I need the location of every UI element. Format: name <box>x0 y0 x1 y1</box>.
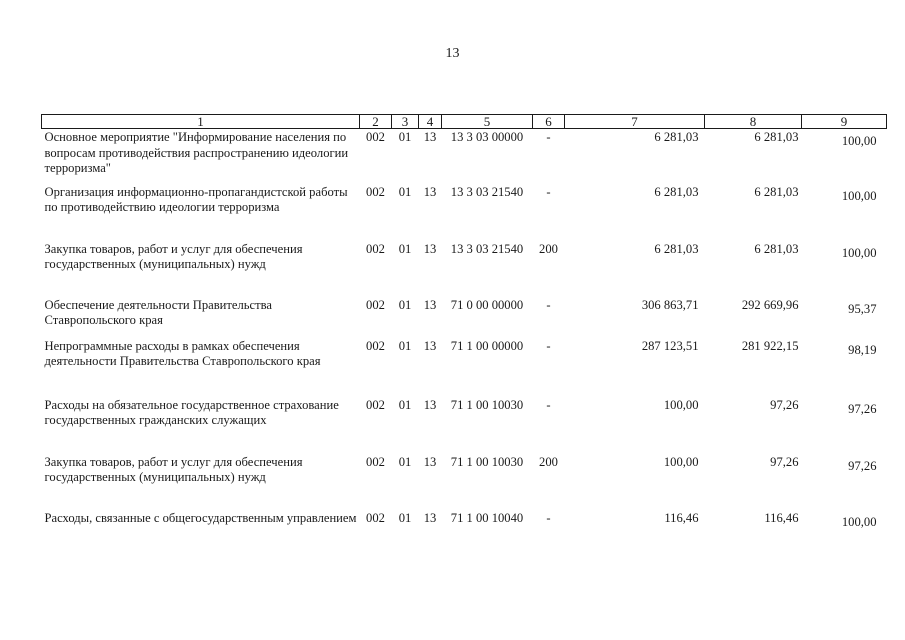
column-header-7: 7 <box>565 115 705 129</box>
row-col-7: 306 863,71 <box>641 297 699 312</box>
row-col-9: 100,00 <box>841 134 877 148</box>
row-col-7: 6 281,03 <box>654 130 699 144</box>
row-col-3: 01 <box>398 397 412 412</box>
row-col-9: 100,00 <box>841 514 877 529</box>
row-col-7: 100,00 <box>663 397 699 412</box>
row-col-9: 97,26 <box>848 401 877 416</box>
row-col-3: 01 <box>398 130 412 144</box>
row-col-7: 287 123,51 <box>641 338 699 353</box>
column-header-1: 1 <box>42 115 360 129</box>
row-col-6: - <box>546 510 551 525</box>
row-col-8: 97,26 <box>770 454 799 469</box>
row-name: Обеспечение деятельности Правительства Ставропольского края <box>44 297 272 327</box>
row-col-7: 116,46 <box>664 510 699 525</box>
row-col-5: 13 3 03 00000 <box>450 130 524 144</box>
table-row <box>42 397 887 454</box>
table-row <box>42 129 887 184</box>
row-name: Расходы на обязательное государственное страхование государственных гражданских служащих <box>44 397 339 427</box>
row-name: Непрограммные расходы в рамках обеспечения деятельности Правительства Ставропольского края <box>44 338 321 368</box>
row-col-8: 6 281,03 <box>754 184 799 199</box>
table-row <box>42 510 887 550</box>
row-col-3: 01 <box>398 241 412 256</box>
row-col-9: 95,37 <box>848 301 877 316</box>
column-header-8: 8 <box>705 115 802 129</box>
row-col-4: 13 <box>423 454 437 469</box>
row-col-7: 6 281,03 <box>654 241 699 256</box>
row-col-8: 116,46 <box>764 510 799 525</box>
row-col-8: 292 669,96 <box>741 297 799 312</box>
row-name: Организация информационно-пропагандистской работы по противодействию идеологии терроризма <box>44 184 348 214</box>
column-header-3: 3 <box>392 115 419 129</box>
row-col-8: 97,26 <box>770 397 799 412</box>
row-col-7: 6 281,03 <box>654 184 699 199</box>
column-header-row <box>42 115 887 129</box>
row-col-9: 100,00 <box>841 245 877 260</box>
row-col-9: 97,26 <box>848 458 877 473</box>
page-number: 13 <box>445 46 460 61</box>
row-col-4: 13 <box>423 510 437 525</box>
row-name: Закупка товаров, работ и услуг для обеспечения государственных (муниципальных) нужд <box>44 454 303 484</box>
row-col-5: 71 1 00 10040 <box>450 510 524 525</box>
row-col-5: 71 1 00 10030 <box>450 454 524 469</box>
row-col-2: 002 <box>366 338 385 353</box>
row-col-6: - <box>546 297 551 312</box>
row-col-4: 13 <box>423 184 437 199</box>
row-col-8: 281 922,15 <box>741 338 799 353</box>
table-row <box>42 184 887 241</box>
row-col-3: 01 <box>398 184 412 199</box>
table-row <box>42 241 887 297</box>
column-header-6: 6 <box>533 115 565 129</box>
column-header-2: 2 <box>360 115 392 129</box>
row-col-4: 13 <box>423 297 437 312</box>
row-col-2: 002 <box>366 184 385 199</box>
row-col-5: 71 1 00 00000 <box>450 338 524 353</box>
row-col-6: 200 <box>539 454 558 469</box>
row-name: Расходы, связанные с общегосударственным управлением <box>44 510 357 525</box>
table-row <box>42 338 887 397</box>
row-col-6: - <box>546 338 551 353</box>
row-col-8: 6 281,03 <box>754 241 799 256</box>
budget-table <box>41 114 887 550</box>
column-header-9: 9 <box>802 115 887 129</box>
row-name: Основное мероприятие "Информирование населения по вопросам противодействия распространению идеологии терроризма" <box>44 130 349 175</box>
row-col-3: 01 <box>398 510 412 525</box>
row-name: Закупка товаров, работ и услуг для обеспечения государственных (муниципальных) нужд <box>44 241 303 271</box>
row-col-2: 002 <box>366 130 385 144</box>
row-col-3: 01 <box>398 297 412 312</box>
row-col-6: - <box>546 184 551 199</box>
table-row <box>42 297 887 338</box>
row-col-8: 6 281,03 <box>754 130 799 144</box>
row-col-7: 100,00 <box>663 454 699 469</box>
row-col-9: 98,19 <box>848 342 877 357</box>
row-col-5: 13 3 03 21540 <box>450 184 524 199</box>
row-col-9: 100,00 <box>841 188 877 203</box>
row-col-4: 13 <box>423 397 437 412</box>
table-row <box>42 454 887 510</box>
row-col-4: 13 <box>423 241 437 256</box>
row-col-4: 13 <box>423 130 437 144</box>
row-col-4: 13 <box>423 338 437 353</box>
row-col-2: 002 <box>366 241 385 256</box>
column-header-5: 5 <box>442 115 533 129</box>
row-col-6: - <box>546 130 551 144</box>
row-col-6: 200 <box>539 241 558 256</box>
row-col-3: 01 <box>398 454 412 469</box>
row-col-2: 002 <box>366 297 385 312</box>
row-col-3: 01 <box>398 338 412 353</box>
row-col-5: 71 1 00 10030 <box>450 397 524 412</box>
row-col-5: 13 3 03 21540 <box>450 241 524 256</box>
row-col-6: - <box>546 397 551 412</box>
row-col-2: 002 <box>366 397 385 412</box>
column-header-4: 4 <box>419 115 442 129</box>
row-col-5: 71 0 00 00000 <box>450 297 524 312</box>
row-col-2: 002 <box>366 510 385 525</box>
row-col-2: 002 <box>366 454 385 469</box>
